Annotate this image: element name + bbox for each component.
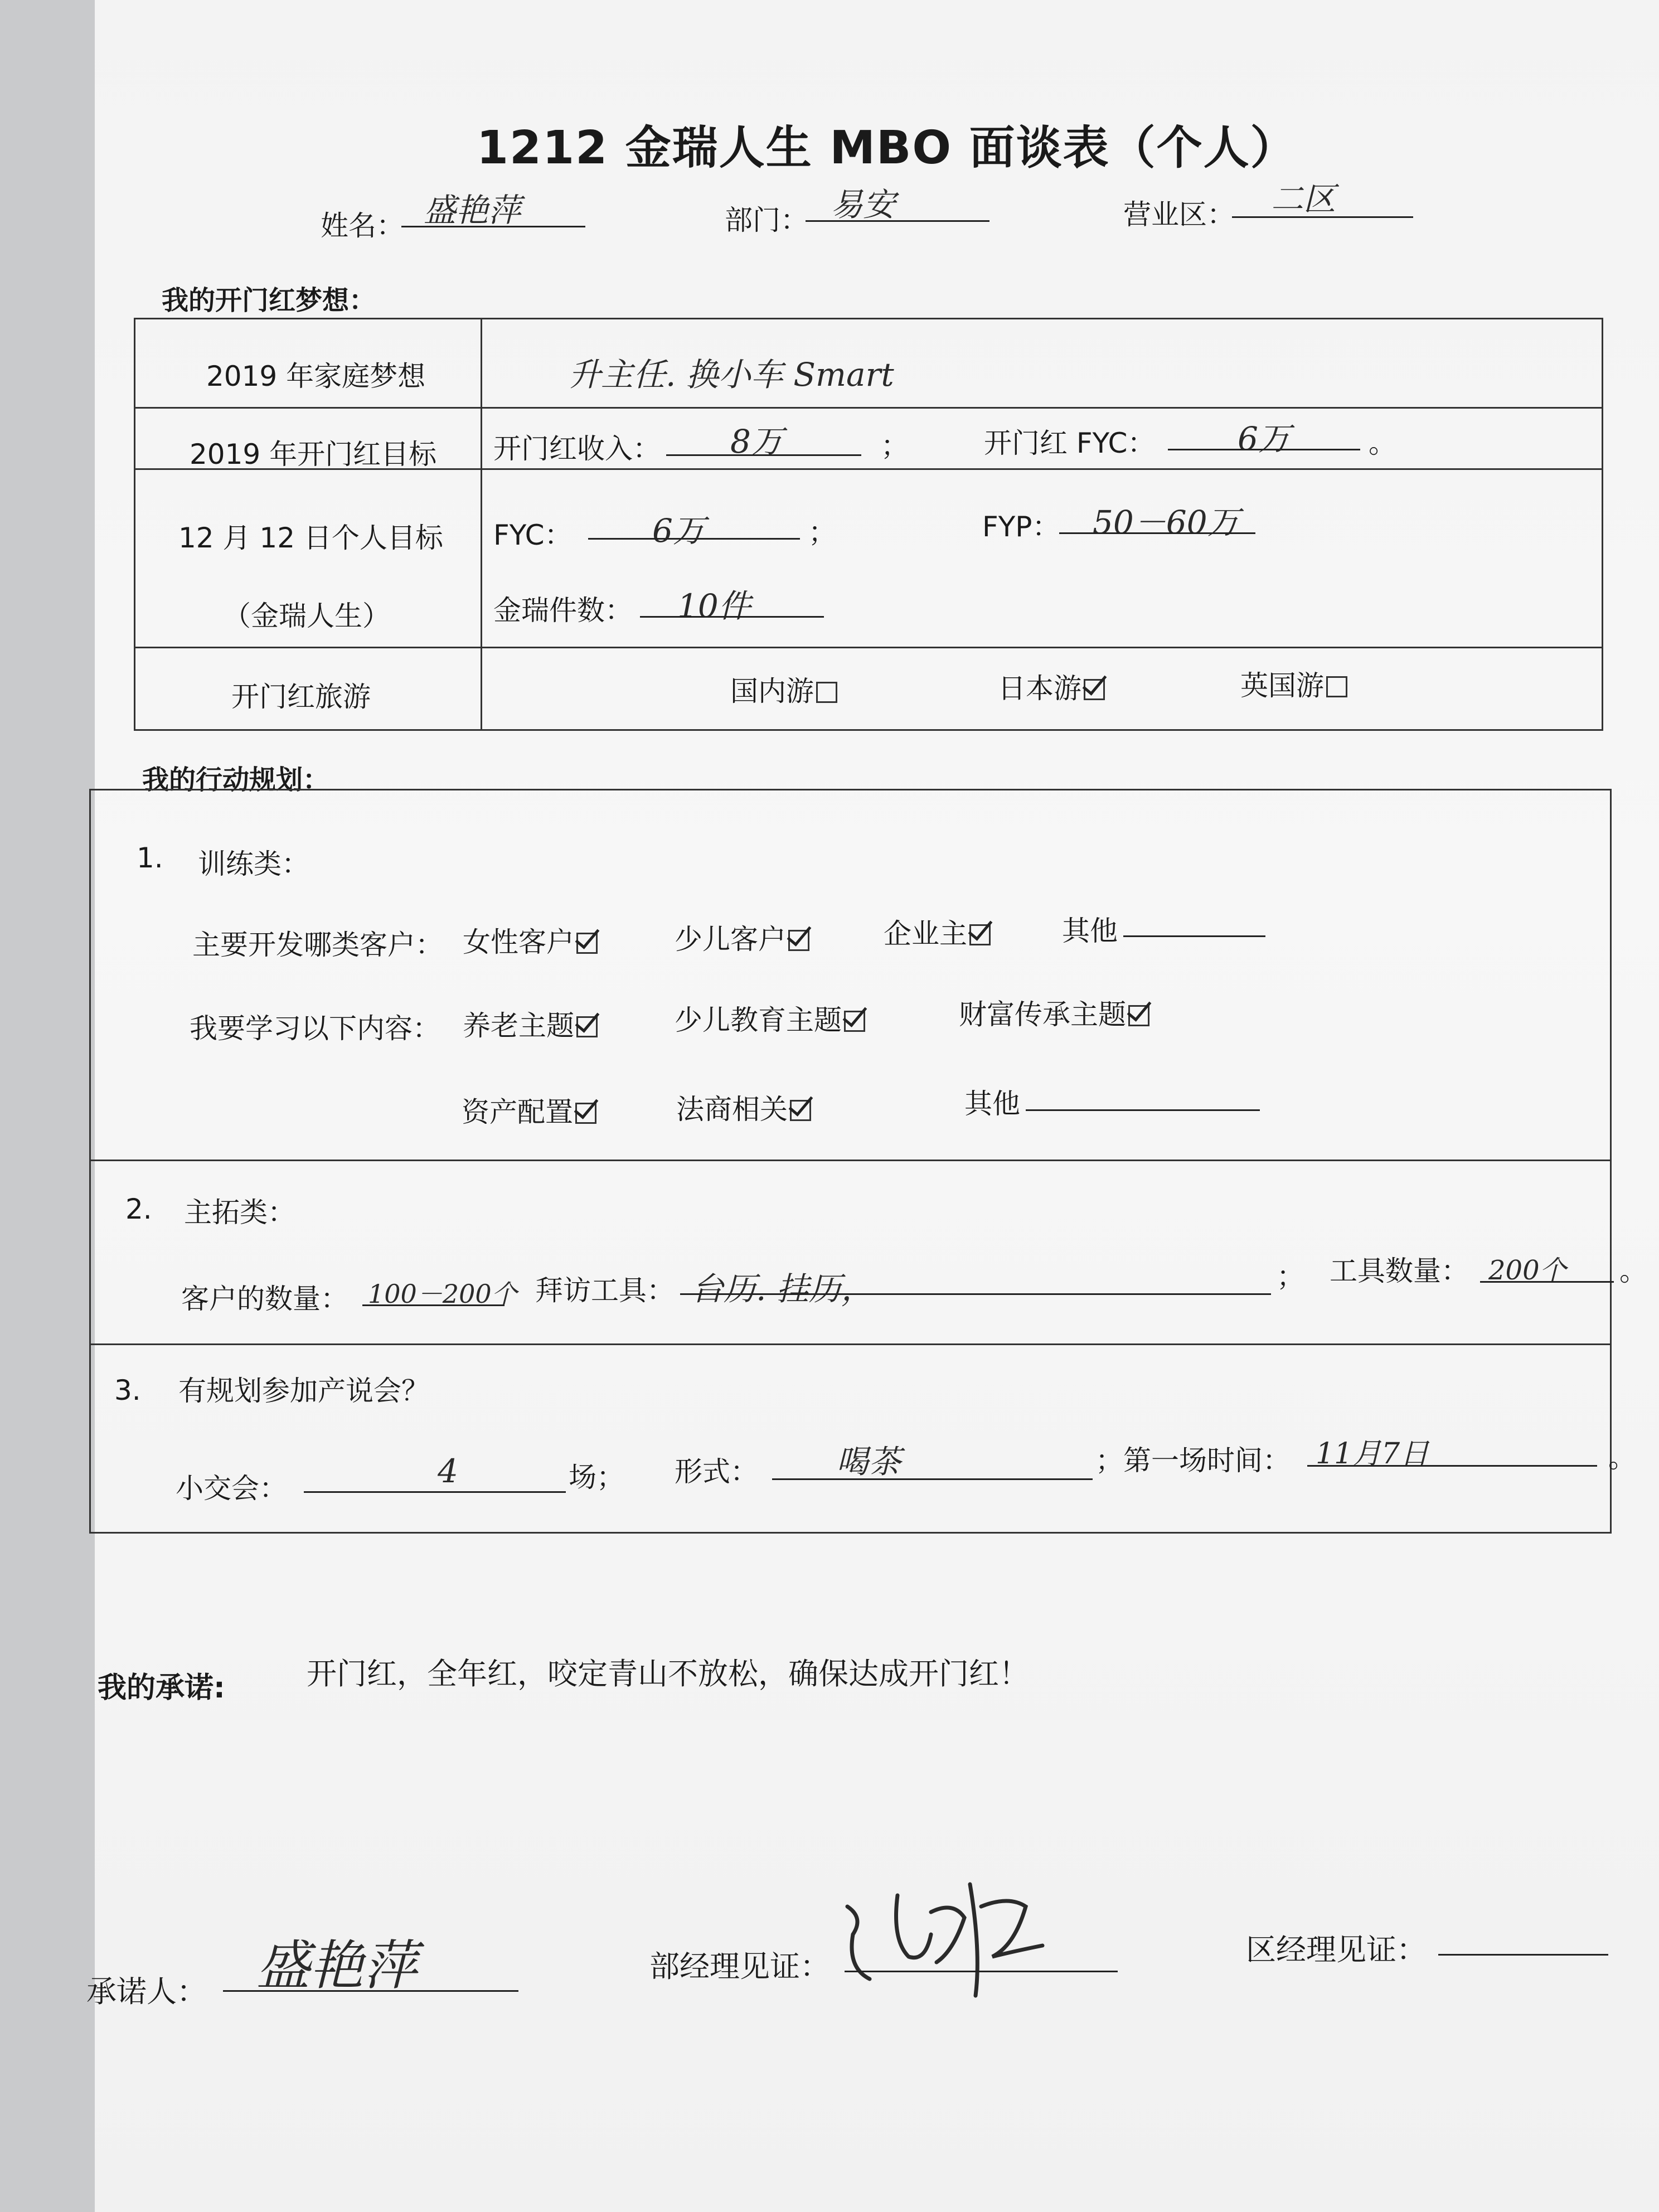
travel-uk-checkbox[interactable]: [1326, 676, 1347, 697]
learn-wealth-checkbox[interactable]: [1128, 1005, 1149, 1026]
promiser-underline: [223, 1990, 518, 1992]
count-underline: [640, 616, 824, 618]
cust-other-underline: [1123, 935, 1265, 937]
count-value[interactable]: 10件: [677, 587, 751, 625]
fyc-underline: [1168, 449, 1360, 450]
dept-label: 部门：: [725, 204, 808, 236]
learn-law[interactable]: 法商相关: [676, 1087, 811, 1127]
cust-other-label: 其他: [1062, 915, 1118, 947]
income-label: 开门红收入：: [493, 433, 661, 465]
name-label: 姓名：: [321, 210, 404, 242]
plan-row-line-1: [89, 1160, 1610, 1161]
area-manager-underline: [1438, 1954, 1608, 1956]
tool-value[interactable]: 台历. 挂历，: [691, 1270, 874, 1308]
fyc2-label: FYC：: [493, 519, 573, 551]
travel-domestic-checkbox[interactable]: [816, 682, 837, 703]
dept-manager-signature[interactable]: [836, 1873, 1070, 2001]
learn-other-underline: [1026, 1109, 1260, 1111]
dream-section-title: 我的开门红梦想：: [162, 285, 376, 316]
tool-sep: ；: [1277, 1260, 1304, 1293]
fyc-period: 。: [1369, 427, 1396, 459]
promiser-label: 承诺人：: [86, 1974, 207, 2009]
meeting-form-label: 形式：: [675, 1456, 758, 1488]
income-value[interactable]: 8万: [730, 423, 783, 460]
learn-wealth[interactable]: 财富传承主题: [959, 992, 1149, 1032]
cust-owner-checkbox[interactable]: [969, 924, 991, 945]
personal-target-sublabel: （金瑞人生）: [223, 600, 390, 632]
dream-row-line-3: [134, 647, 1602, 648]
promise-text: 开门红，全年红，咬定青山不放松，确保达成开门红！: [307, 1656, 1029, 1691]
count-label: 金瑞件数：: [493, 594, 633, 627]
meeting-label: 小交会：: [176, 1472, 287, 1505]
meeting-unit: 场；: [569, 1461, 624, 1493]
tool-count-period: 。: [1619, 1255, 1647, 1287]
s3-number: 3.: [114, 1374, 141, 1406]
plan-row-line-2: [89, 1343, 1610, 1345]
family-dream-value[interactable]: 升主任. 换小车 Smart: [569, 356, 894, 394]
first-time-value[interactable]: 11月7日: [1316, 1437, 1429, 1471]
learn-education-checkbox[interactable]: [844, 1011, 865, 1032]
tool-count-value[interactable]: 200个: [1488, 1255, 1566, 1286]
learn-law-checkbox[interactable]: [790, 1100, 811, 1121]
personal-target-label: 12 月 12 日个人目标: [178, 522, 443, 554]
learn-other-label: 其他: [964, 1088, 1020, 1120]
meeting-form-underline: [772, 1478, 1093, 1480]
customer-type-label: 主要开发哪类客户：: [192, 929, 443, 961]
dept-underline: [806, 220, 989, 222]
promiser-signature[interactable]: 盛艳萍: [256, 1934, 417, 1997]
cust-female[interactable]: 女性客户: [463, 920, 598, 960]
learn-education[interactable]: 少儿教育主题: [675, 998, 865, 1038]
dream-table-divider: [481, 318, 482, 729]
s2-title: 主拓类：: [184, 1196, 295, 1229]
fyc-label: 开门红 FYC：: [984, 427, 1156, 459]
tool-count-underline: [1480, 1281, 1614, 1283]
first-time-label: ；第一场时间：: [1095, 1444, 1291, 1477]
travel-japan-checkbox[interactable]: [1084, 679, 1105, 700]
name-underline: [401, 226, 585, 227]
learn-asset-checkbox[interactable]: [575, 1103, 596, 1124]
customer-count-value[interactable]: 100－200个: [368, 1279, 517, 1309]
family-dream-label: 2019 年家庭梦想: [206, 360, 426, 392]
target-label: 2019 年开门红目标: [190, 438, 437, 470]
meeting-value[interactable]: 4: [438, 1452, 458, 1490]
first-time-period: 。: [1608, 1442, 1636, 1474]
travel-domestic[interactable]: 国内游: [730, 669, 837, 709]
learn-label: 我要学习以下内容：: [190, 1012, 440, 1045]
s2-number: 2.: [125, 1193, 152, 1225]
area-manager-label: 区经理见证：: [1246, 1932, 1427, 1967]
promise-label: 我的承诺:: [98, 1671, 225, 1705]
fyc2-sep: ；: [808, 516, 836, 549]
area-value[interactable]: 二区: [1271, 180, 1336, 218]
plan-table: [89, 789, 1612, 1534]
cust-children-checkbox[interactable]: [788, 930, 809, 951]
learn-pension[interactable]: 养老主题: [463, 1003, 598, 1044]
first-time-underline: [1307, 1465, 1597, 1467]
dept-manager-underline: [845, 1971, 1118, 1972]
name-value[interactable]: 盛艳萍: [424, 191, 521, 229]
fyp-label: FYP：: [982, 511, 1060, 543]
customer-count-label: 客户的数量：: [181, 1283, 348, 1315]
s1-number: 1.: [137, 842, 163, 874]
fyc2-underline: [588, 538, 800, 540]
fyc-value[interactable]: 6万: [1238, 420, 1291, 458]
tool-count-label: 工具数量：: [1330, 1255, 1469, 1287]
travel-japan[interactable]: 日本游: [998, 666, 1105, 706]
fyc2-value[interactable]: 6万: [652, 512, 705, 550]
learn-pension-checkbox[interactable]: [576, 1016, 598, 1037]
s3-title: 有规划参加产说会？: [178, 1375, 429, 1407]
income-underline: [666, 454, 861, 456]
cust-female-checkbox[interactable]: [576, 933, 598, 954]
travel-uk[interactable]: 英国游: [1240, 663, 1347, 704]
dept-manager-label: 部经理见证：: [649, 1949, 830, 1984]
area-label: 营业区：: [1123, 198, 1235, 231]
tool-underline: [680, 1293, 1271, 1295]
cust-owner[interactable]: 企业主: [884, 911, 991, 952]
income-sep: ；: [881, 430, 909, 462]
dept-value[interactable]: 易安: [831, 186, 896, 224]
learn-asset[interactable]: 资产配置: [462, 1090, 596, 1130]
area-underline: [1232, 216, 1413, 218]
tool-label: 拜访工具：: [535, 1274, 675, 1307]
form-title: 1212 金瑞人生 MBO 面谈表（个人）: [477, 122, 1297, 174]
s1-title: 训练类：: [198, 848, 309, 880]
dream-row-line-1: [134, 407, 1602, 409]
customer-count-underline: [362, 1304, 505, 1306]
plan-section-title: 我的行动规划：: [142, 764, 330, 795]
fyp-underline: [1059, 532, 1255, 534]
meeting-underline: [304, 1491, 566, 1493]
meeting-form-value[interactable]: 喝茶: [836, 1443, 901, 1481]
fyp-value[interactable]: 50－60万: [1093, 503, 1240, 541]
travel-label: 开门红旅游: [231, 681, 371, 713]
cust-children[interactable]: 少儿客户: [675, 917, 809, 957]
